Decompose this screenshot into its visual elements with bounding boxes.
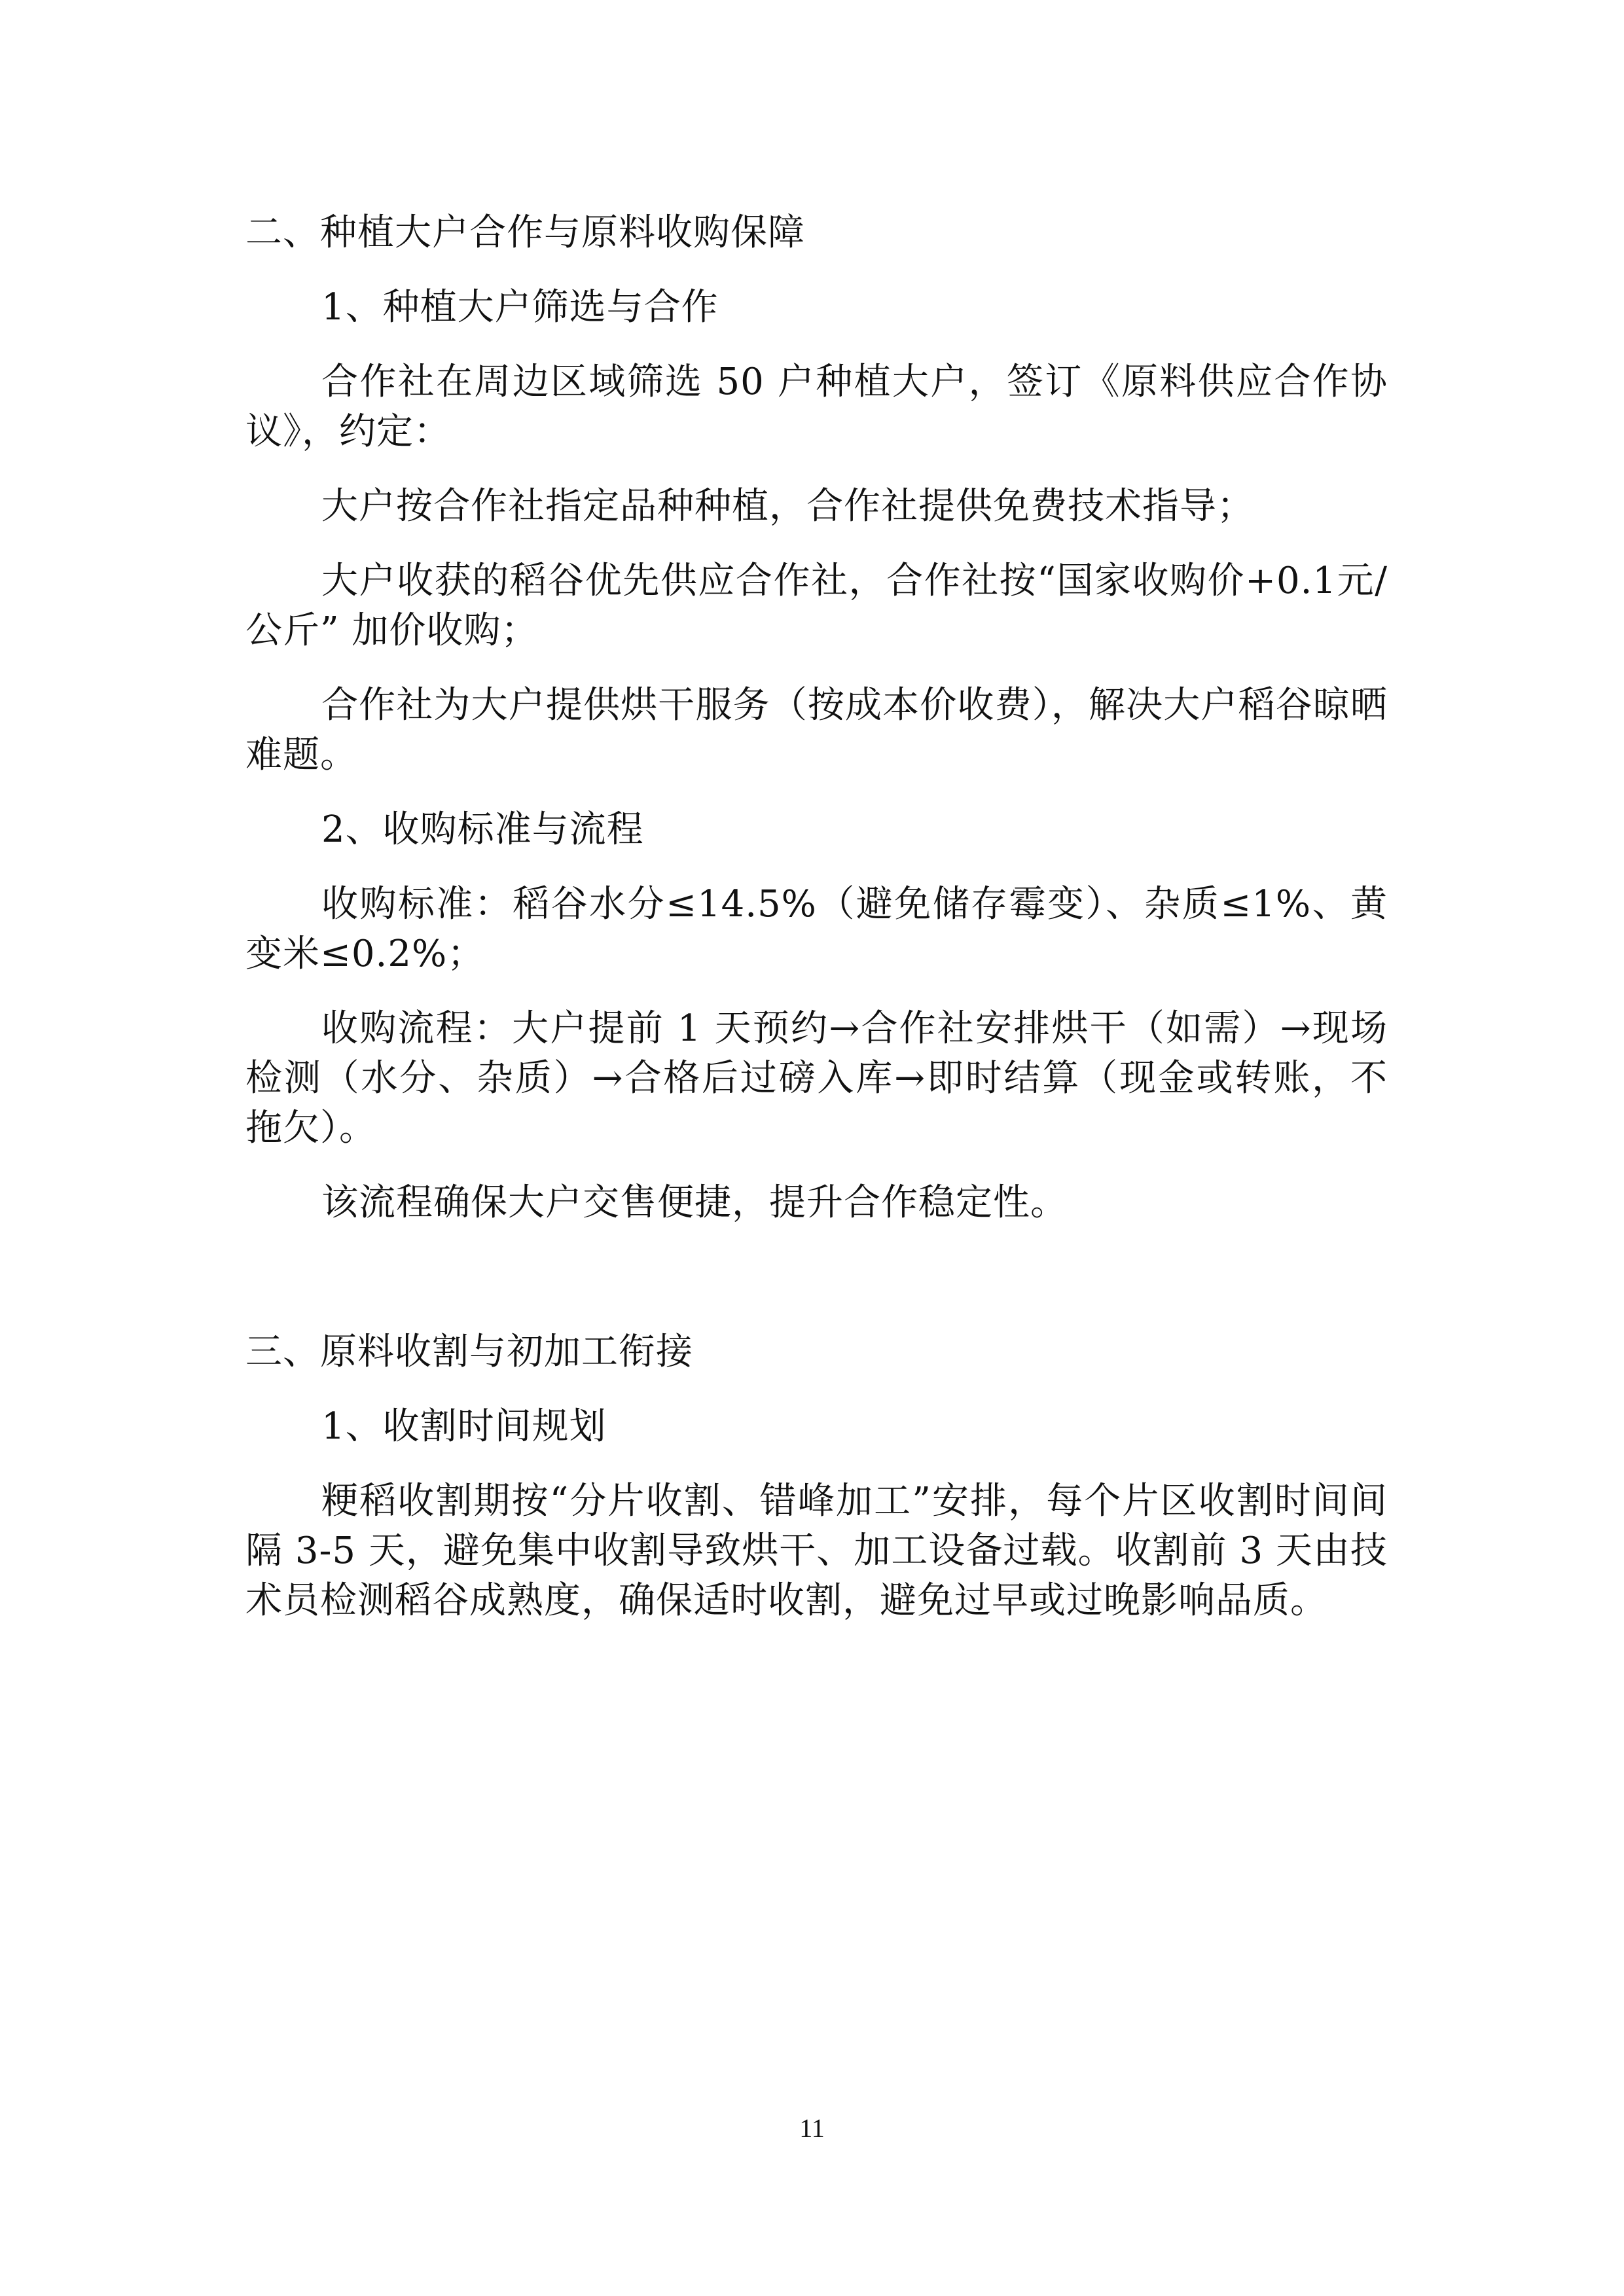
paragraph: 收购流程：大户提前 1 天预约→合作社安排烘干（如需）→现场检测（水分、杂质）→合格后过磅入库→即时结算（现金或转账，不拖欠）。 bbox=[245, 1007, 1388, 1149]
paragraph: 粳稻收割期按“分片收割、错峰加工”安排，每个片区收割时间间隔 3-5 天，避免集中收割导致烘干、加工设备过载。收割前 3 天由技术员检测稻谷成熟度，确保适时收割，避免过早或过晚影响品质。 bbox=[245, 1480, 1388, 1622]
paragraph: 大户按合作社指定品种种植，合作社提供免费技术指导； bbox=[321, 485, 1254, 528]
section-heading: 二、种植大户合作与原料收购保障 bbox=[245, 211, 805, 254]
subsection-heading: 1、种植大户筛选与合作 bbox=[321, 286, 719, 329]
page-number: 11 bbox=[799, 2113, 825, 2143]
paragraph: 大户收获的稻谷优先供应合作社，合作社按“国家收购价+0.1元/公斤” 加价收购； bbox=[245, 560, 1388, 652]
subsection-heading: 1、收割时间规划 bbox=[321, 1405, 607, 1448]
subsection-heading: 2、收购标准与流程 bbox=[321, 808, 644, 851]
page-content bbox=[245, 208, 1388, 1626]
paragraph: 收购标准：稻谷水分≤14.5%（避免储存霉变）、杂质≤1%、黄变米≤0.2%； bbox=[245, 883, 1388, 975]
paragraph: 合作社为大户提供烘干服务（按成本价收费），解决大户稻谷晾晒难题。 bbox=[245, 684, 1388, 776]
section-heading: 三、原料收割与初加工衔接 bbox=[245, 1331, 693, 1373]
paragraph: 合作社在周边区域筛选 50 户种植大户，签订《原料供应合作协议》，约定： bbox=[245, 361, 1388, 453]
paragraph: 该流程确保大户交售便捷，提升合作稳定性。 bbox=[321, 1181, 1068, 1224]
